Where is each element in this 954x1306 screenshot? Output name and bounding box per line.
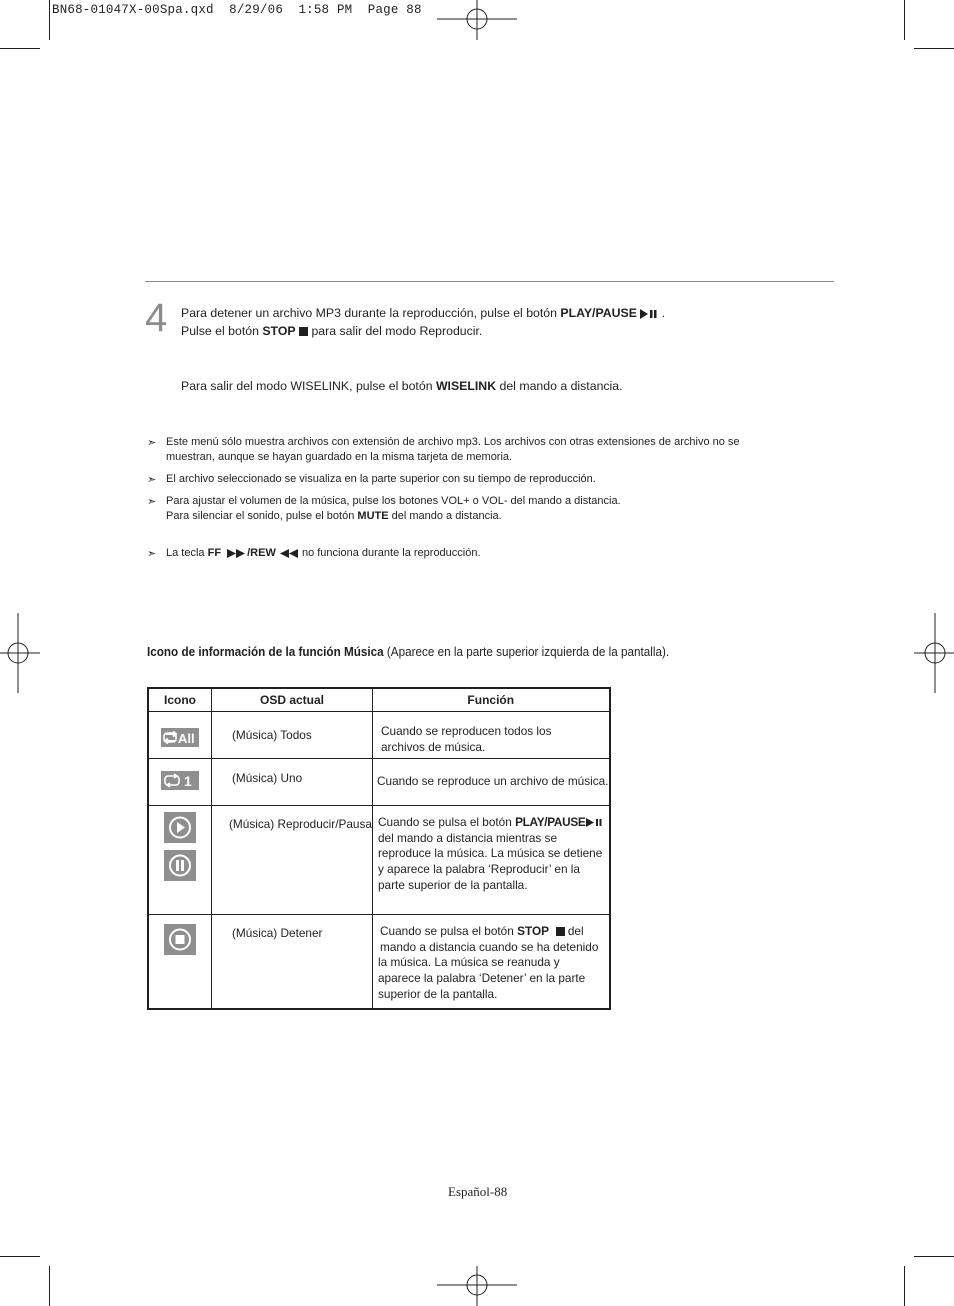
note-arrow-icon: ➣ bbox=[147, 548, 157, 560]
icon-cell bbox=[148, 915, 212, 1010]
crop-mark bbox=[904, 0, 905, 40]
header-funcion: Función bbox=[373, 688, 610, 712]
function-line: superior de la pantalla. bbox=[378, 986, 498, 1001]
step-line-2-end: para salir del modo Reproducir. bbox=[308, 324, 483, 338]
page-number: Español-88 bbox=[448, 1184, 508, 1199]
note-1-line-1: Este menú sólo muestra archivos con extensión de archivo mp3. Los archivos con otras extensiones de archivo no se bbox=[166, 436, 740, 448]
step-line-2-text: Pulse el botón bbox=[181, 324, 263, 338]
pause-icon bbox=[164, 850, 196, 881]
step-line-3 bbox=[181, 379, 623, 393]
osd-text: (Música) Todos bbox=[232, 728, 312, 742]
crop-mark bbox=[914, 1256, 954, 1257]
crop-mark bbox=[904, 1266, 905, 1306]
note-3-line-2-text: Para silenciar el sonido, pulse el botón bbox=[166, 510, 358, 522]
note-4-line-1 bbox=[166, 547, 481, 559]
step-number: 4 bbox=[145, 296, 168, 340]
table-row bbox=[148, 806, 610, 915]
registration-mark-icon bbox=[437, 0, 517, 40]
note-3-line-1: Para ajustar el volumen de la música, pulse los botones VOL+ o VOL- del mando a distancia. bbox=[166, 495, 621, 507]
repeat-one-icon bbox=[161, 771, 199, 790]
note-1-line-2: muestran, aunque se hayan guardado en la misma tarjeta de memoria. bbox=[166, 451, 513, 463]
table-row bbox=[148, 712, 610, 759]
section-title bbox=[147, 644, 669, 659]
stop-label: STOP bbox=[517, 924, 549, 938]
note-3-line-2 bbox=[166, 510, 502, 522]
function-line: aparece la palabra ‘Detener’ en la parte bbox=[378, 971, 586, 986]
header-icono: Icono bbox=[148, 688, 212, 712]
svg-text:All: All bbox=[178, 731, 195, 746]
step-line-3-end: del mando a distancia. bbox=[496, 379, 623, 393]
play-pause-icon bbox=[640, 309, 658, 319]
rewind-icon bbox=[279, 549, 299, 558]
registration-mark-icon bbox=[0, 613, 40, 693]
function-line: Cuando se reproduce un archivo de música. bbox=[377, 774, 609, 788]
header-slug: BN68-01047X-00Spa.qxd 8/29/06 1:58 PM Page 88 bbox=[52, 3, 422, 17]
play-pause-label: PLAY/PAUSE bbox=[560, 306, 637, 320]
step-line-1-end: . bbox=[658, 306, 666, 320]
function-text-end: del bbox=[564, 924, 584, 938]
function-line: del mando a distancia mientras se bbox=[378, 830, 558, 845]
crop-mark bbox=[0, 48, 40, 49]
section-title-normal: (Aparece en la parte superior izquierda de la pantalla). bbox=[383, 644, 670, 659]
note-3-line-2-end: del mando a distancia. bbox=[388, 510, 502, 522]
function-line: reproduce la música. La música se detiene bbox=[378, 846, 603, 861]
stop-label: STOP bbox=[262, 324, 296, 338]
function-line bbox=[378, 924, 609, 940]
note-arrow-icon: ➣ bbox=[147, 437, 157, 449]
play-pause-label: PLAY/PAUSE bbox=[515, 815, 586, 829]
table-row bbox=[148, 759, 610, 806]
note-arrow-icon: ➣ bbox=[147, 496, 157, 508]
function-text: Cuando se pulsa el botón bbox=[378, 815, 516, 829]
stop-square-icon bbox=[556, 927, 565, 936]
function-line bbox=[378, 815, 609, 831]
osd-cell bbox=[212, 712, 373, 759]
crop-mark bbox=[49, 1266, 50, 1306]
svg-text:1: 1 bbox=[184, 773, 192, 789]
stop-icon bbox=[299, 327, 308, 336]
registration-mark-icon bbox=[437, 1266, 517, 1306]
play-icon bbox=[164, 812, 196, 843]
osd-cell bbox=[212, 806, 373, 915]
function-text: Cuando se pulsa el botón bbox=[380, 924, 518, 938]
crop-mark bbox=[914, 48, 954, 49]
function-line: y aparece la palabra ‘Reproducir’ en la bbox=[378, 862, 580, 877]
icon-cell bbox=[148, 806, 212, 915]
header-osd: OSD actual bbox=[212, 688, 373, 712]
table-row bbox=[148, 915, 610, 1010]
function-line: parte superior de la pantalla. bbox=[378, 877, 528, 892]
step-line-1 bbox=[181, 306, 665, 320]
osd-text: (Música) Reproducir/Pausa bbox=[229, 817, 372, 831]
ff-label: FF bbox=[207, 547, 222, 559]
mute-label: MUTE bbox=[357, 510, 389, 522]
icon-cell bbox=[148, 712, 212, 759]
osd-cell bbox=[212, 759, 373, 806]
wiselink-label: WISELINK bbox=[435, 379, 497, 393]
crop-mark bbox=[49, 0, 50, 40]
crop-mark bbox=[0, 1256, 40, 1257]
registration-mark-icon bbox=[914, 613, 954, 693]
function-cell bbox=[373, 806, 610, 915]
note-arrow-icon: ➣ bbox=[147, 474, 157, 486]
function-line: Cuando se reproducen todos los bbox=[381, 724, 552, 738]
osd-cell bbox=[212, 915, 373, 1010]
step-line-1-text: Para detener un archivo MP3 durante la reproducción, pulse el botón bbox=[181, 306, 561, 320]
fast-forward-icon bbox=[227, 549, 247, 558]
note-4-text: La tecla bbox=[166, 547, 208, 559]
step-line-3-text: Para salir del modo WISELINK, pulse el botón bbox=[181, 379, 436, 393]
section-title-bold: Icono de información de la función Música bbox=[147, 644, 384, 659]
function-cell bbox=[373, 915, 610, 1010]
function-cell bbox=[373, 759, 610, 806]
osd-text: (Música) Detener bbox=[232, 926, 323, 940]
section-divider bbox=[145, 281, 834, 282]
step-line-2 bbox=[181, 324, 482, 338]
osd-text: (Música) Uno bbox=[232, 771, 303, 785]
play-pause-icon bbox=[586, 818, 603, 827]
function-line: la música. La música se reanuda y bbox=[378, 955, 560, 970]
function-cell bbox=[373, 712, 610, 759]
icon-cell bbox=[148, 759, 212, 806]
stop-icon bbox=[164, 924, 196, 955]
note-4-end: no funciona durante la reproducción. bbox=[298, 547, 481, 559]
function-line: archivos de música. bbox=[381, 740, 486, 754]
rew-label: /REW bbox=[247, 547, 276, 559]
note-2-line-1: El archivo seleccionado se visualiza en la parte superior con su tiempo de reproducción. bbox=[166, 473, 596, 485]
repeat-all-icon bbox=[161, 728, 199, 747]
function-line: mando a distancia cuando se ha detenido bbox=[380, 939, 599, 954]
table-header-row bbox=[148, 688, 610, 712]
music-icon-table bbox=[147, 687, 611, 1010]
